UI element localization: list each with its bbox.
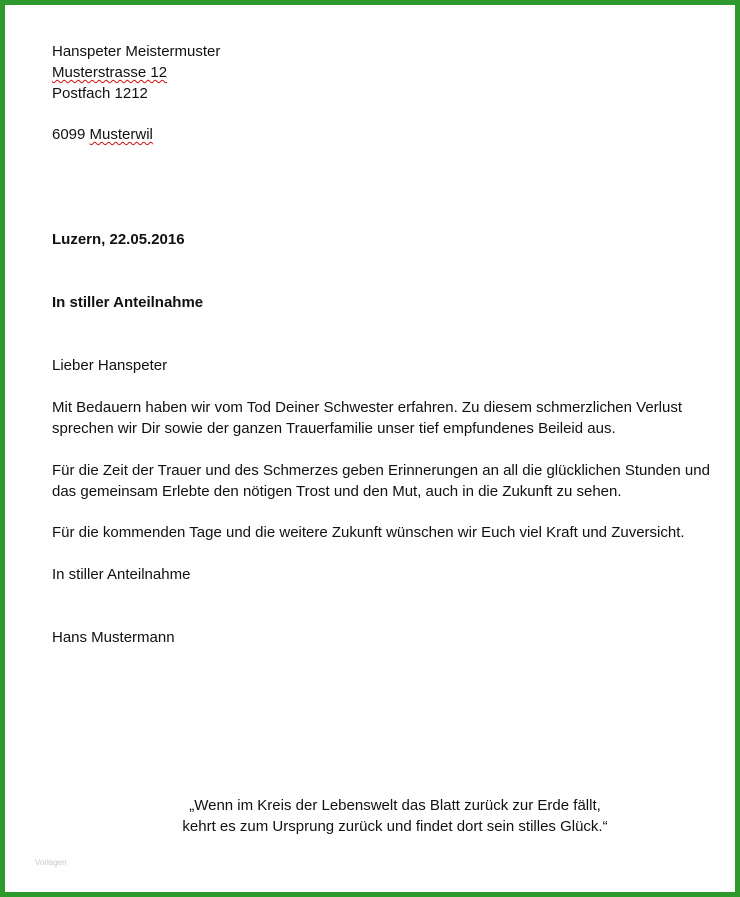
- watermark: Vorlagen: [35, 858, 67, 867]
- sender-city-block: [52, 124, 153, 145]
- paragraph-line: sprechen wir Dir sowie der ganzen Trauerfamilie unser tief empfundenes Beileid aus.: [52, 420, 616, 437]
- sender-pobox: Postfach 1212: [52, 85, 148, 102]
- paragraph-line: Für die Zeit der Trauer und des Schmerzes geben Erinnerungen an all die glücklichen Stunden und: [52, 462, 710, 479]
- subject-heading: In stiller Anteilnahme: [52, 294, 204, 311]
- sender-address: [52, 41, 220, 104]
- place-date: Luzern, 22.05.2016: [52, 231, 185, 248]
- sender-name: Hanspeter Meistermuster: [52, 43, 221, 60]
- paragraph-line: das gemeinsam Erlebte den nötigen Trost und den Mut, auch in die Zukunft zu sehen.: [52, 483, 622, 500]
- closing: In stiller Anteilnahme: [52, 566, 191, 583]
- sender-street: Musterstrasse 12: [52, 64, 168, 81]
- paragraph-line: Für die kommenden Tage und die weitere Zukunft wünschen wir Euch viel Kraft und Zuversicht.: [52, 524, 685, 541]
- paragraph-line: Mit Bedauern haben wir vom Tod Deiner Schwester erfahren. Zu diesem schmerzlichen Verlust: [52, 399, 683, 416]
- signature: Hans Mustermann: [52, 629, 175, 646]
- paragraph-2: [52, 460, 710, 502]
- closing-quote: [5, 795, 740, 837]
- paragraph-3: [52, 522, 685, 543]
- paragraph-1: [52, 397, 682, 439]
- salutation: Lieber Hanspeter: [52, 357, 168, 374]
- sender-city: 6099 Musterwil: [52, 126, 153, 143]
- sender-city-word: Musterwil: [89, 126, 153, 143]
- quote-line: kehrt es zum Ursprung zurück und findet dort sein stilles Glück.“: [182, 818, 608, 835]
- quote-line: „Wenn im Kreis der Lebenswelt das Blatt zurück zur Erde fällt,: [189, 797, 601, 814]
